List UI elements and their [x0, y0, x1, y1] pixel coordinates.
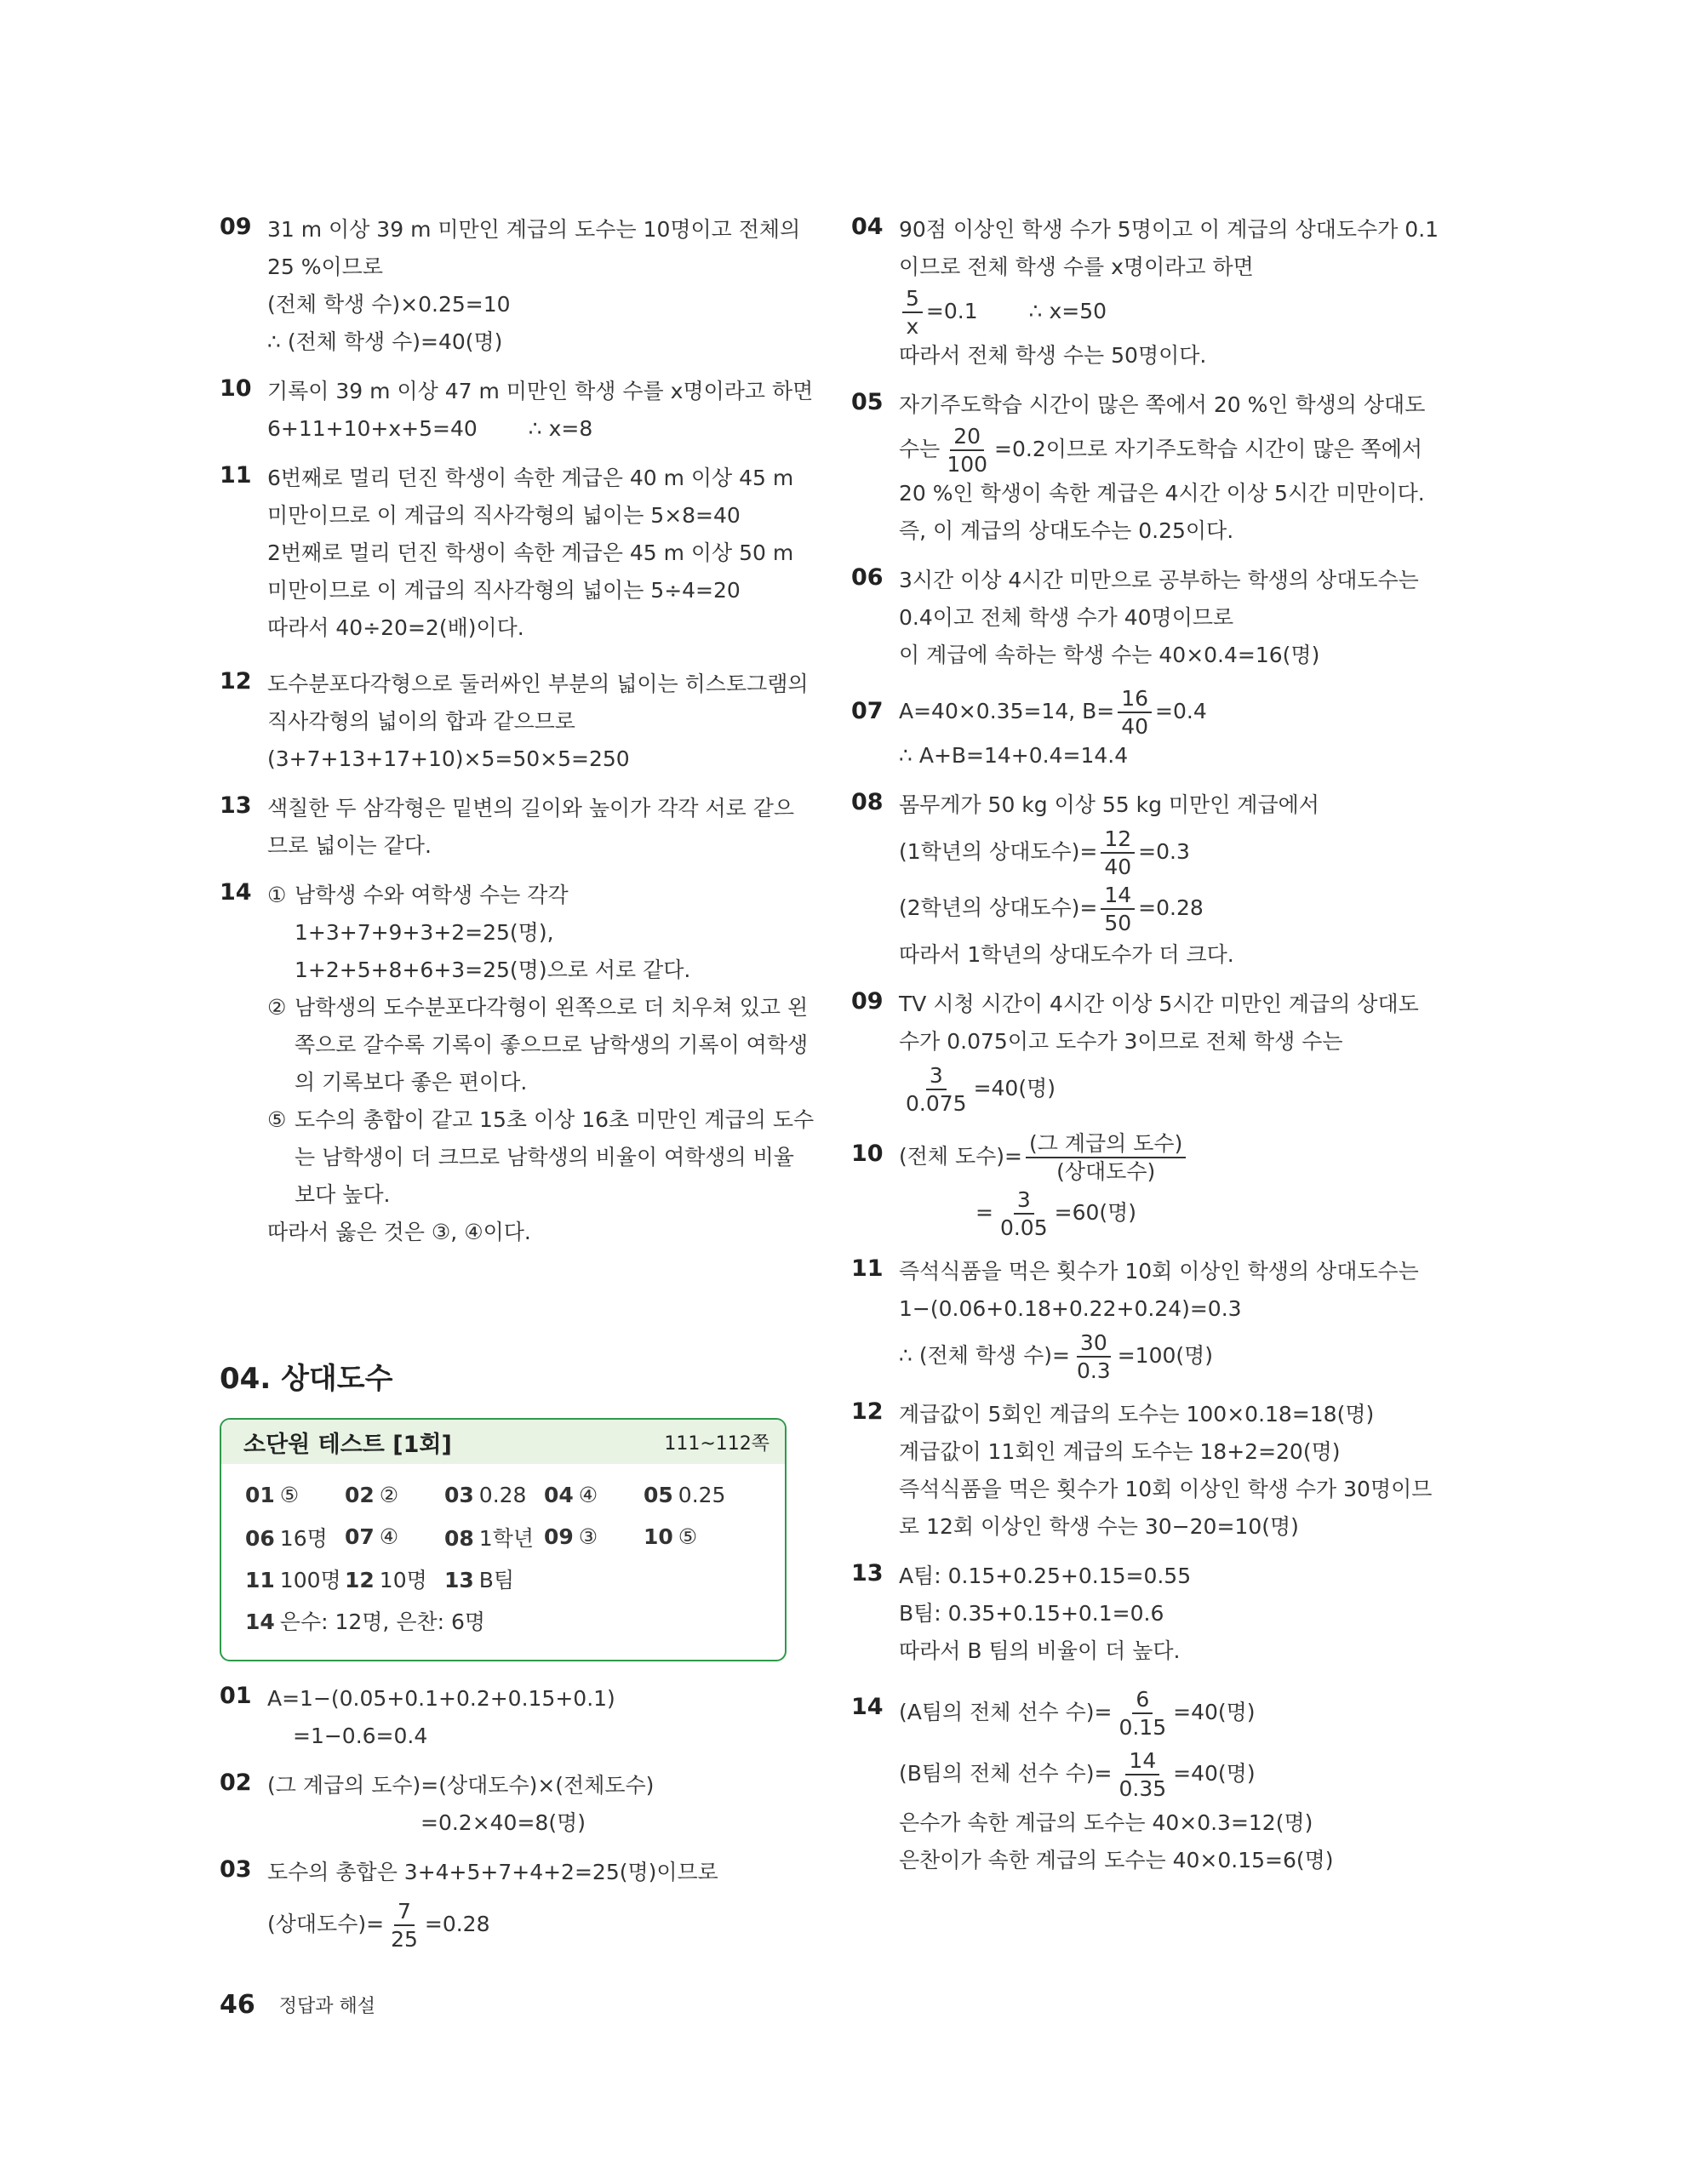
solution-11 — [851, 1253, 1430, 1384]
solution-08 — [851, 786, 1430, 974]
answer-value: 은수: 12명, 은찬: 6명 — [279, 1609, 486, 1634]
answer-cell — [444, 1564, 544, 1594]
solution-line: 자기주도학습 시간이 많은 쪽에서 20 %인 학생의 상대도 — [899, 392, 1426, 417]
solution-11 — [220, 460, 798, 647]
answer-number: 11 — [245, 1567, 275, 1592]
numerator: 16 — [1118, 688, 1152, 713]
solution-line: (그 계급의 도수)=(상대도수)×(전체도수) — [267, 1773, 655, 1798]
solution-line: (전체 학생 수)×0.25=10 — [267, 292, 511, 317]
equation: =0.2이므로 자기주도학습 시간이 많은 쪽에서 — [994, 437, 1423, 461]
solution-line: 3시간 이상 4시간 미만으로 공부하는 학생의 상대도수는 — [899, 568, 1419, 592]
answer-cell — [345, 1524, 444, 1549]
numerator: 14 — [1125, 1750, 1159, 1775]
answer-number: 08 — [444, 1525, 474, 1551]
solution-line: 따라서 1학년의 상대도수가 더 크다. — [899, 942, 1234, 967]
answer-number: 02 — [345, 1483, 375, 1507]
fraction — [1073, 1332, 1114, 1381]
answer-value: 10명 — [379, 1567, 427, 1592]
denominator: 40 — [1121, 714, 1149, 739]
answer-cell — [444, 1522, 544, 1552]
equation: =60(명) — [1054, 1200, 1137, 1225]
answer-value: ④ — [379, 1524, 399, 1549]
answer-box-pages: 111~112쪽 — [664, 1432, 769, 1455]
fraction — [997, 1189, 1051, 1238]
solution-line: 은찬이가 속한 계급의 도수는 40×0.15=6(명) — [899, 1848, 1334, 1872]
equation: 6+11+10+x+5=40 — [267, 416, 478, 441]
denominator: 0.075 — [906, 1091, 967, 1116]
numerator: 20 — [950, 426, 984, 451]
problem-number: 13 — [220, 792, 252, 819]
solution-line: 므로 넓이는 같다. — [267, 833, 432, 858]
solution-line: 이므로 전체 학생 수를 x명이라고 하면 — [899, 254, 1254, 279]
answer-number: 01 — [245, 1483, 275, 1507]
answer-value: ② — [379, 1483, 399, 1507]
answer-cell — [345, 1483, 444, 1507]
equation: (상대도수)= — [267, 1912, 385, 1936]
solution-line: 25 %이므로 — [267, 254, 383, 279]
solution-line: A=1−(0.05+0.1+0.2+0.15+0.1) — [267, 1686, 615, 1711]
solution-line: A팀: 0.15+0.25+0.15=0.55 — [899, 1564, 1192, 1588]
problem-number: 08 — [851, 789, 884, 815]
solution-line: 90점 이상인 학생 수가 5명이고 이 계급의 상대도수가 0.1 — [899, 217, 1439, 242]
problem-number: 07 — [851, 698, 884, 724]
problem-number: 11 — [220, 462, 252, 489]
solution-line: 1+3+7+9+3+2=25(명), — [295, 920, 554, 945]
solution-13 — [851, 1558, 1430, 1670]
solution-09 — [851, 986, 1430, 1117]
solution-line: 즉석식품을 먹은 횟수가 10회 이상인 학생의 상대도수는 — [899, 1259, 1419, 1284]
numerator: 3 — [926, 1065, 947, 1090]
denominator: x — [906, 314, 919, 339]
answer-number: 09 — [544, 1524, 574, 1549]
answer-row — [245, 1516, 761, 1558]
choice-marker: ⑤ — [267, 1107, 287, 1132]
solution-line: 따라서 전체 학생 수는 50명이다. — [899, 343, 1207, 368]
solution-02 — [220, 1767, 798, 1842]
solution-01 — [220, 1680, 798, 1755]
fraction — [387, 1901, 421, 1950]
solution-line: 미만이므로 이 계급의 직사각형의 넓이는 5÷4=20 — [267, 578, 741, 603]
problem-number: 14 — [220, 879, 252, 906]
solution-line: 1−(0.06+0.18+0.22+0.24)=0.3 — [899, 1296, 1242, 1321]
answer-row — [245, 1558, 761, 1599]
numerator: 14 — [1101, 884, 1135, 910]
choice-item — [267, 877, 814, 989]
solution-line: 계급값이 11회인 계급의 도수는 18+2=20(명) — [899, 1439, 1341, 1464]
equation: =0.1 — [925, 299, 978, 323]
solution-line: 계급값이 5회인 계급의 도수는 100×0.18=18(명) — [899, 1402, 1375, 1426]
solution-09 — [220, 211, 801, 361]
fraction — [1118, 688, 1152, 737]
answer-grid — [221, 1464, 785, 1651]
solution-10 — [220, 373, 814, 448]
equation: =40(명) — [1173, 1700, 1256, 1724]
problem-number: 01 — [220, 1683, 252, 1709]
page-footer-label: 정답과 해설 — [278, 1996, 376, 2017]
answer-cell — [245, 1483, 345, 1507]
problem-number: 10 — [851, 1141, 884, 1167]
numerator: 12 — [1101, 828, 1135, 854]
answer-number: 13 — [444, 1567, 474, 1592]
equation: =0.3 — [1138, 839, 1190, 864]
equation: =0.28 — [1138, 895, 1204, 920]
solution-line: 따라서 B 팀의 비율이 더 높다. — [899, 1638, 1181, 1663]
solution-line: 직사각형의 넓이의 합과 같으므로 — [267, 709, 575, 734]
answer-value: 0.25 — [678, 1483, 726, 1507]
solution-line: 수가 0.075이고 도수가 3이므로 전체 학생 수는 — [899, 1029, 1343, 1054]
page-footer — [220, 1990, 375, 2020]
solution-line: 즉, 이 계급의 상대도수는 0.25이다. — [899, 518, 1234, 543]
solution-03 — [220, 1854, 798, 1958]
solution-14 — [220, 877, 815, 1251]
answer-number: 04 — [544, 1483, 574, 1507]
solution-line: 색칠한 두 삼각형은 밑변의 길이와 높이가 각각 서로 같으 — [267, 796, 795, 820]
right-column — [851, 211, 1439, 1891]
solution-line: 31 m 이상 39 m 미만인 계급의 도수는 10명이고 전체의 — [267, 217, 801, 242]
solution-line: 도수의 총합이 같고 15초 이상 16초 미만인 계급의 도수 — [295, 1107, 815, 1132]
solution-13 — [220, 790, 798, 865]
choice-item — [267, 1101, 814, 1214]
left-column-lower — [220, 1680, 798, 1970]
answer-value: B팀 — [478, 1567, 515, 1592]
numerator: 30 — [1077, 1332, 1111, 1358]
fraction — [1115, 1689, 1170, 1738]
solution-line: 은수가 속한 계급의 도수는 40×0.3=12(명) — [899, 1810, 1313, 1835]
equation: ∴ (전체 학생 수)= — [899, 1343, 1070, 1368]
answer-value: 1학년 — [478, 1525, 535, 1551]
equation: 수는 — [899, 437, 941, 461]
fraction — [1101, 828, 1135, 878]
solution-line: (3+7+13+17+10)×5=50×5=250 — [267, 746, 630, 771]
denominator: 50 — [1104, 911, 1132, 935]
solution-line: 미만이므로 이 계급의 직사각형의 넓이는 5×8=40 — [267, 503, 741, 528]
solution-line: 쪽으로 갈수록 기록이 좋으므로 남학생의 기록이 여학생 — [295, 1032, 809, 1057]
solution-line: 도수분포다각형으로 둘러싸인 부분의 넓이는 히스토그램의 — [267, 672, 809, 696]
answer-number: 14 — [245, 1609, 275, 1634]
denominator: 25 — [391, 1927, 418, 1952]
equation: =0.28 — [424, 1912, 490, 1936]
solution-line: ∴ (전체 학생 수)=40(명) — [267, 329, 503, 354]
solution-line: =0.2×40=8(명) — [420, 1810, 586, 1835]
answer-value: ⑤ — [279, 1483, 300, 1507]
solution-14 — [851, 1682, 1430, 1879]
solution-line: 이 계급에 속하는 학생 수는 40×0.4=16(명) — [899, 643, 1320, 667]
solution-line: 남학생 수와 여학생 수는 각각 — [295, 883, 569, 907]
equation: (1학년의 상대도수)= — [899, 839, 1098, 864]
left-column — [220, 211, 815, 1263]
numerator: 7 — [394, 1901, 415, 1926]
problem-number: 02 — [220, 1769, 252, 1796]
solution-line: 따라서 40÷20=2(배)이다. — [267, 615, 524, 640]
equation: (전체 도수)= — [899, 1144, 1023, 1169]
solution-04 — [851, 211, 1439, 374]
solution-line: 즉석식품을 먹은 횟수가 10회 이상인 학생 수가 30명이므 — [899, 1477, 1433, 1501]
answer-number: 07 — [345, 1524, 375, 1549]
solution-line: 는 남학생이 더 크므로 남학생의 비율이 여학생의 비율 — [295, 1145, 794, 1169]
answer-number: 10 — [644, 1524, 673, 1549]
answer-value: 100명 — [279, 1567, 341, 1592]
solution-10 — [851, 1129, 1430, 1241]
fraction — [902, 1065, 970, 1114]
solution-line: 보다 높다. — [295, 1182, 391, 1207]
answer-cell — [544, 1524, 644, 1549]
solution-line: 6번째로 멀리 던진 학생이 속한 계급은 40 m 이상 45 m — [267, 466, 794, 490]
answer-cell — [444, 1483, 544, 1507]
fraction — [1116, 1750, 1170, 1799]
solution-line: B팀: 0.35+0.15+0.1=0.6 — [899, 1601, 1164, 1626]
answer-number: 06 — [245, 1525, 275, 1551]
answer-cell — [245, 1522, 345, 1552]
page-number: 46 — [220, 1990, 255, 2020]
denominator: 0.05 — [999, 1215, 1048, 1240]
quick-answer-box — [220, 1418, 787, 1661]
equation: (A팀의 전체 선수 수)= — [899, 1700, 1113, 1724]
equation: (2학년의 상대도수)= — [899, 895, 1098, 920]
problem-number: 03 — [220, 1856, 252, 1883]
solution-line: 도수의 총합은 3+4+5+7+4+2=25(명)이므로 — [267, 1860, 718, 1884]
choice-item — [267, 989, 814, 1101]
solution-12 — [220, 666, 809, 778]
solution-line: 몸무게가 50 kg 이상 55 kg 미만인 계급에서 — [899, 792, 1319, 817]
denominator: 40 — [1104, 855, 1132, 879]
answer-cell — [644, 1483, 743, 1507]
answer-row — [245, 1599, 761, 1641]
choice-marker: ① — [267, 883, 287, 907]
fraction — [1101, 884, 1135, 934]
equation: =0.4 — [1155, 699, 1207, 723]
problem-number: 09 — [851, 988, 884, 1015]
numerator: (그 계급의 도수) — [1026, 1133, 1186, 1158]
answer-number: 12 — [345, 1567, 375, 1592]
equation: = — [975, 1200, 993, 1225]
equation: A=40×0.35=14, B= — [899, 699, 1115, 723]
solution-line: 20 %인 학생이 속한 계급은 4시간 이상 5시간 미만이다. — [899, 481, 1425, 506]
problem-number: 09 — [220, 214, 252, 240]
solution-conclusion: 따라서 옳은 것은 ③, ④이다. — [267, 1220, 531, 1244]
solution-line: 로 12회 이상인 학생 수는 30−20=10(명) — [899, 1514, 1299, 1539]
solution-line: 의 기록보다 좋은 편이다. — [295, 1070, 528, 1095]
equation: =40(명) — [973, 1076, 1056, 1101]
answer-cell — [345, 1564, 444, 1594]
denominator: (상대도수) — [1056, 1159, 1156, 1184]
choice-marker: ② — [267, 995, 287, 1020]
numerator: 5 — [902, 288, 923, 313]
answer-value: ④ — [578, 1483, 598, 1507]
answer-value: ⑤ — [678, 1524, 698, 1549]
solution-line: 2번째로 멀리 던진 학생이 속한 계급은 45 m 이상 50 m — [267, 540, 794, 565]
equation-result: ∴ x=8 — [528, 416, 593, 441]
fraction — [902, 288, 923, 337]
problem-number: 12 — [851, 1398, 884, 1425]
answer-box-header — [221, 1420, 785, 1464]
answer-cell — [644, 1524, 743, 1549]
fraction — [943, 426, 991, 475]
numerator: 3 — [1014, 1189, 1034, 1215]
solution-06 — [851, 562, 1430, 674]
answer-value: ③ — [578, 1524, 598, 1549]
problem-number: 13 — [851, 1560, 884, 1587]
equation: =100(명) — [1117, 1343, 1214, 1368]
solution-line: =1−0.6=0.4 — [293, 1724, 428, 1748]
denominator: 0.15 — [1118, 1715, 1167, 1740]
answer-value: 0.28 — [478, 1483, 527, 1507]
answer-box-title: 소단원 테스트 [1회] — [243, 1431, 452, 1458]
fraction — [1026, 1133, 1186, 1182]
answer-row — [245, 1474, 761, 1516]
solution-line: 남학생의 도수분포다각형이 왼쪽으로 더 치우쳐 있고 왼 — [295, 995, 809, 1020]
equation: =40(명) — [1173, 1761, 1256, 1786]
problem-number: 06 — [851, 564, 884, 591]
solution-line: 기록이 39 m 이상 47 m 미만인 학생 수를 x명이라고 하면 — [267, 379, 814, 403]
equation-result: ∴ x=50 — [1028, 299, 1107, 323]
solution-line: 1+2+5+8+6+3=25(명)으로 서로 같다. — [295, 958, 691, 982]
denominator: 0.35 — [1118, 1776, 1167, 1801]
answer-cell — [245, 1605, 485, 1636]
denominator: 0.3 — [1076, 1358, 1111, 1383]
problem-number: 11 — [851, 1255, 884, 1282]
answer-number: 05 — [644, 1483, 673, 1507]
solution-line: ∴ A+B=14+0.4=14.4 — [899, 743, 1129, 768]
answer-cell — [544, 1483, 644, 1507]
problem-number: 05 — [851, 389, 884, 415]
solution-line: 0.4이고 전체 학생 수가 40명이므로 — [899, 605, 1234, 630]
solution-05 — [851, 386, 1430, 550]
answer-value: 16명 — [279, 1525, 328, 1551]
solution-07 — [851, 686, 1430, 775]
problem-number: 12 — [220, 668, 252, 695]
answer-cell — [245, 1564, 345, 1594]
problem-number: 04 — [851, 214, 884, 240]
problem-number: 10 — [220, 375, 252, 402]
numerator: 6 — [1132, 1689, 1153, 1714]
solution-line: TV 시청 시간이 4시간 이상 5시간 미만인 계급의 상대도 — [899, 992, 1419, 1016]
problem-number: 14 — [851, 1694, 884, 1720]
solution-12 — [851, 1396, 1433, 1546]
denominator: 100 — [947, 452, 988, 477]
answer-number: 03 — [444, 1483, 474, 1507]
equation: (B팀의 전체 선수 수)= — [899, 1761, 1113, 1786]
section-title: 04. 상대도수 — [220, 1362, 393, 1396]
